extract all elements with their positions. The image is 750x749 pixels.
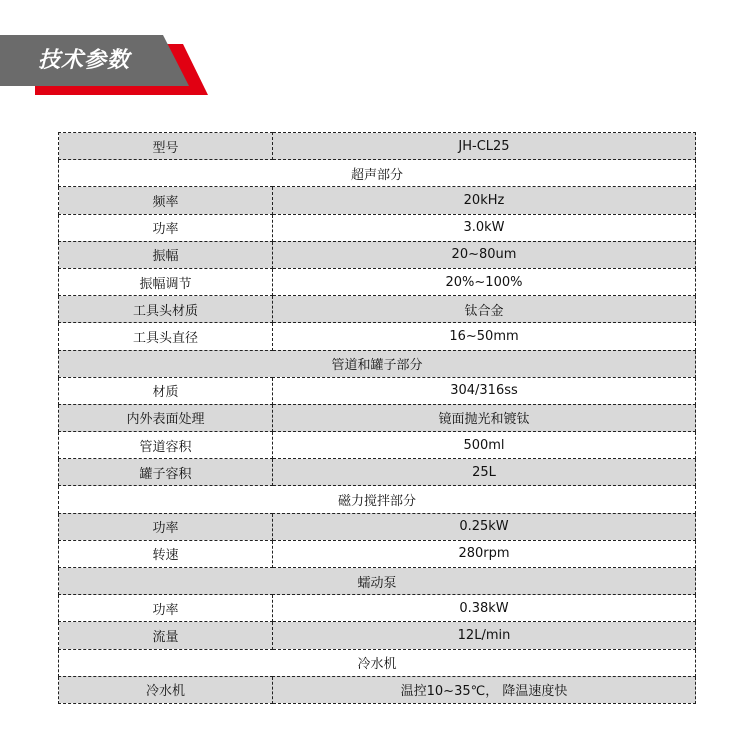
param-value: 20%~100% <box>273 268 696 295</box>
param-label: 内外表面处理 <box>59 404 273 431</box>
param-value: 500ml <box>273 432 696 459</box>
param-label: 频率 <box>59 187 273 214</box>
param-label: 功率 <box>59 214 273 241</box>
param-label: 冷水机 <box>59 676 273 703</box>
table-row <box>59 187 696 214</box>
section-header-row <box>59 649 696 676</box>
param-value: 16~50mm <box>273 323 696 350</box>
section-title: 冷水机 <box>59 649 696 676</box>
param-label: 罐子容积 <box>59 459 273 486</box>
table-row <box>59 377 696 404</box>
param-value: 温控10~35℃， 降温速度快 <box>273 676 696 703</box>
param-label: 工具头材质 <box>59 296 273 323</box>
table-row <box>59 323 696 350</box>
table-row <box>59 540 696 567</box>
param-value: 3.0kW <box>273 214 696 241</box>
param-label: 功率 <box>59 513 273 540</box>
param-label: 振幅调节 <box>59 268 273 295</box>
table-row <box>59 268 696 295</box>
table-row <box>59 459 696 486</box>
table-row <box>59 241 696 268</box>
table-row <box>59 513 696 540</box>
spec-table <box>58 132 696 704</box>
param-value: 0.25kW <box>273 513 696 540</box>
section-header-row <box>59 160 696 187</box>
param-value: 20~80um <box>273 241 696 268</box>
param-label: 管道容积 <box>59 432 273 459</box>
param-label: 材质 <box>59 377 273 404</box>
param-value: 0.38kW <box>273 595 696 622</box>
param-value: JH-CL25 <box>273 133 696 160</box>
section-header-row <box>59 486 696 513</box>
table-row <box>59 404 696 431</box>
table-row <box>59 676 696 703</box>
param-value: 镜面抛光和镀钛 <box>273 404 696 431</box>
table-row <box>59 296 696 323</box>
section-header-row <box>59 568 696 595</box>
param-label: 转速 <box>59 540 273 567</box>
section-title: 超声部分 <box>59 160 696 187</box>
param-label: 功率 <box>59 595 273 622</box>
table-row <box>59 214 696 241</box>
section-title: 蠕动泵 <box>59 568 696 595</box>
param-value: 304/316ss <box>273 377 696 404</box>
section-title: 磁力搅拌部分 <box>59 486 696 513</box>
section-header-row <box>59 350 696 377</box>
param-value: 25L <box>273 459 696 486</box>
table-row <box>59 133 696 160</box>
param-label: 型号 <box>59 133 273 160</box>
section-title: 管道和罐子部分 <box>59 350 696 377</box>
param-value: 280rpm <box>273 540 696 567</box>
param-value: 20kHz <box>273 187 696 214</box>
page-title: 技术参数 <box>38 48 131 73</box>
param-value: 钛合金 <box>273 296 696 323</box>
table-row <box>59 595 696 622</box>
table-row <box>59 432 696 459</box>
param-label: 振幅 <box>59 241 273 268</box>
param-value: 12L/min <box>273 622 696 649</box>
section-banner <box>0 0 220 110</box>
table-row <box>59 622 696 649</box>
param-label: 流量 <box>59 622 273 649</box>
param-label: 工具头直径 <box>59 323 273 350</box>
